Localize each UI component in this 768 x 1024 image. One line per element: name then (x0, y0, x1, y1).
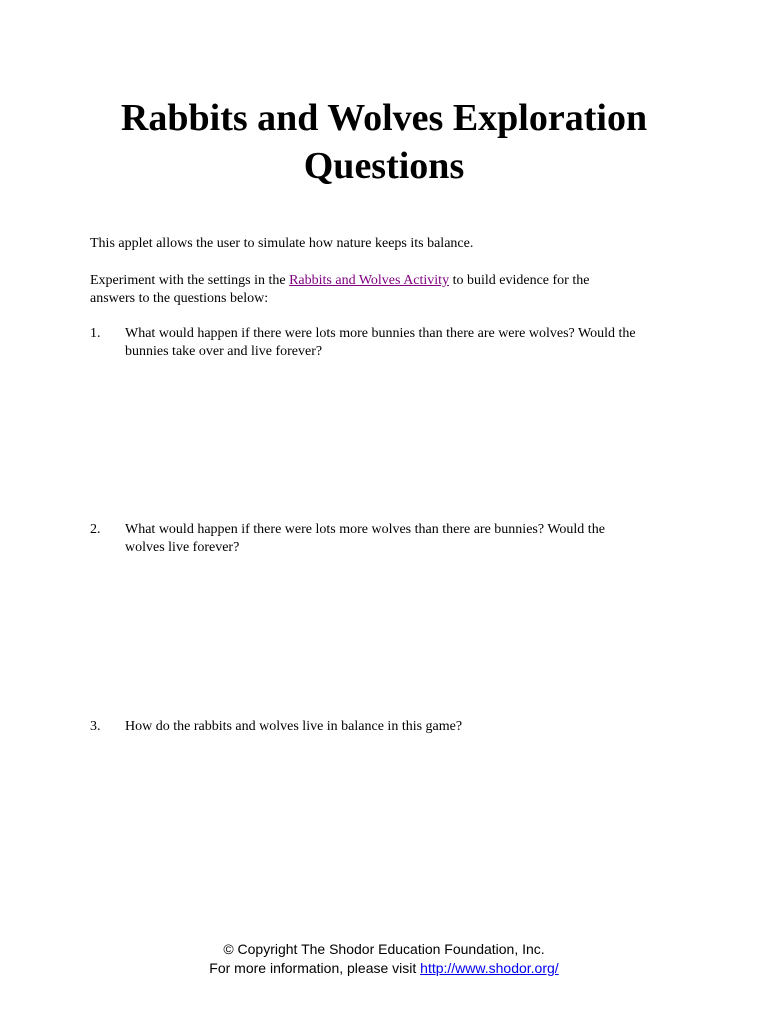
question-text-line-1: What would happen if there were lots more bunnies than there are were wolves? Would the (125, 326, 636, 341)
intro-paragraph: This applet allows the user to simulate how nature keeps its balance. (90, 236, 474, 251)
question-number: 2. (90, 522, 101, 537)
page-title (0, 94, 768, 190)
footer-info-text: For more information, please visit (209, 960, 421, 976)
question-text-line-1: What would happen if there were lots more wolves than there are bunnies? Would the (125, 522, 605, 537)
question-text-line-1: How do the rabbits and wolves live in balance in this game? (125, 719, 463, 734)
footer-copyright: © Copyright The Shodor Education Foundation, Inc. (223, 941, 545, 957)
page-title-line-2: Questions (303, 145, 465, 187)
experiment-text-after: to build evidence for the (449, 273, 590, 288)
page-title-line-1: Rabbits and Wolves Exploration (120, 97, 648, 139)
rabbits-and-wolves-activity-link[interactable]: Rabbits and Wolves Activity (289, 273, 450, 288)
question-text-line-2: wolves live forever? (125, 540, 240, 555)
shodor-website-link[interactable]: http://www.shodor.org/ (420, 960, 559, 976)
question-3 (90, 718, 690, 736)
question-text-line-2: bunnies take over and live forever? (125, 344, 323, 359)
question-number: 3. (90, 719, 101, 734)
experiment-text-line-2: answers to the questions below: (90, 291, 269, 306)
experiment-paragraph (90, 272, 690, 308)
experiment-text-before: Experiment with the settings in the (90, 273, 290, 288)
footer-info (0, 959, 768, 978)
question-1 (90, 325, 690, 361)
question-number: 1. (90, 326, 101, 341)
question-2 (90, 521, 690, 557)
